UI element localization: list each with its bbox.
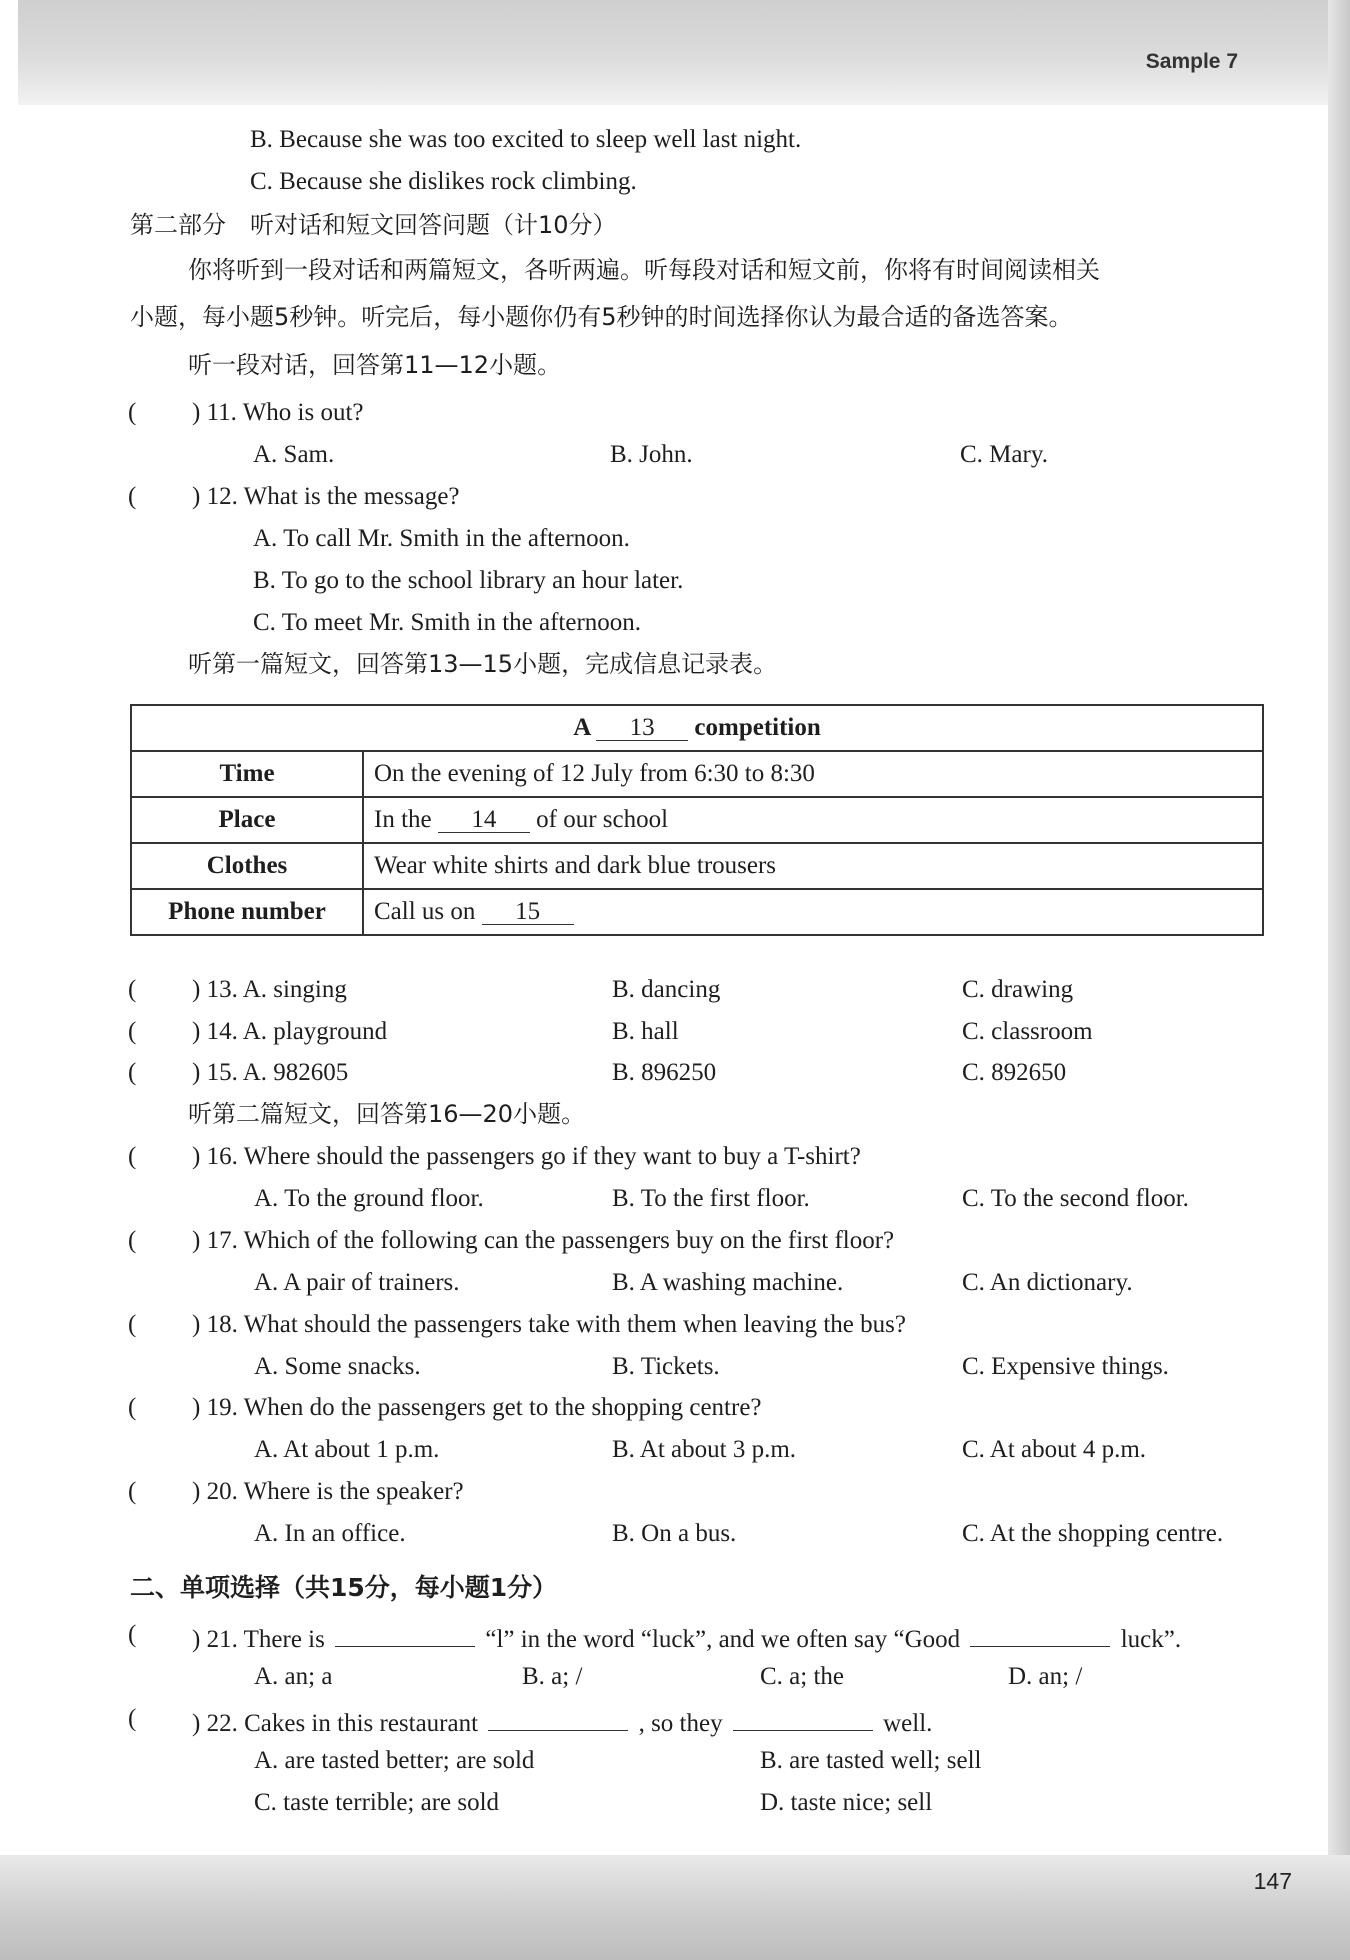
q12-option-b: B. To go to the school library an hour later.: [253, 567, 684, 594]
q18-option-c: C. Expensive things.: [962, 1353, 1169, 1380]
section2-title: 二、单项选择（共15分，每小题1分）: [130, 1573, 558, 1602]
table-row: [131, 889, 1263, 935]
q17-stem: ) 17. Which of the following can the passengers buy on the first floor?: [192, 1227, 895, 1254]
q20-stem: ) 20. Where is the speaker?: [192, 1478, 464, 1505]
row-value-time: [363, 751, 1263, 797]
row-value-phone: [363, 889, 1263, 935]
q17-option-b: B. A washing machine.: [612, 1269, 844, 1296]
q16-option-b: B. To the first floor.: [612, 1185, 810, 1212]
row-value-clothes: [363, 843, 1263, 889]
q22-stem-pre: ) 22. Cakes in this restaurant: [192, 1710, 479, 1737]
sample-label: Sample 7: [1145, 50, 1238, 73]
page-left-margin: [0, 0, 18, 1960]
clothes-value: Wear white shirts and dark blue trousers: [374, 852, 777, 879]
table-title-prefix: A: [573, 714, 590, 741]
q13-option-c: C. drawing: [962, 976, 1074, 1003]
q11-option-a: A. Sam.: [253, 441, 335, 468]
q22-option-d: D. taste nice; sell: [760, 1789, 933, 1816]
phone-prefix: Call us on: [374, 898, 476, 925]
blank-15[interactable]: 15: [482, 898, 574, 925]
q19-stem: ) 19. When do the passengers get to the shopping centre?: [192, 1394, 762, 1421]
part2-intro-line1: 你将听到一段对话和两篇短文，各听两遍。听每段对话和短文前，你将有时间阅读相关: [188, 256, 1100, 284]
q20-option-a: A. In an office.: [254, 1520, 406, 1547]
table-title-row: [131, 705, 1263, 751]
q21-stem: [192, 1620, 1181, 1655]
q21-stem-pre: ) 21. There is: [192, 1626, 325, 1653]
q16-option-c: C. To the second floor.: [962, 1185, 1189, 1212]
q21-option-b: B. a; /: [522, 1663, 583, 1690]
q20-option-b: B. On a bus.: [612, 1520, 737, 1547]
blank-14[interactable]: 14: [438, 806, 530, 833]
q22-blank-2[interactable]: [733, 1704, 873, 1731]
q19-option-b: B. At about 3 p.m.: [612, 1436, 797, 1463]
q15-option-b: B. 896250: [612, 1059, 717, 1086]
row-value-place: [363, 797, 1263, 843]
row-label-place: Place: [131, 797, 363, 843]
q12-stem: ) 12. What is the message?: [192, 483, 460, 510]
q22-option-c: C. taste terrible; are sold: [254, 1789, 500, 1816]
q22-blank-1[interactable]: [488, 1704, 628, 1731]
q14-stem: ) 14. A. playground: [192, 1018, 388, 1045]
q22-option-b: B. are tasted well; sell: [760, 1747, 982, 1774]
answer-paren[interactable]: (: [128, 399, 137, 426]
q11-stem: ) 11. Who is out?: [192, 399, 364, 426]
q18-option-a: A. Some snacks.: [254, 1353, 421, 1380]
answer-paren[interactable]: (: [128, 1059, 137, 1086]
answer-paren[interactable]: (: [128, 1311, 137, 1338]
table-row: [131, 843, 1263, 889]
row-label-time: Time: [131, 751, 363, 797]
q12-option-a: A. To call Mr. Smith in the afternoon.: [253, 525, 630, 552]
answer-paren[interactable]: (: [128, 1394, 137, 1421]
place-prefix: In the: [374, 806, 432, 833]
dialogue-instruction: 听一段对话，回答第11—12小题。: [188, 351, 562, 379]
info-record-table: [130, 704, 1264, 936]
q15-stem: ) 15. A. 982605: [192, 1059, 349, 1086]
q12-option-c: C. To meet Mr. Smith in the afternoon.: [253, 609, 642, 636]
row-label-phone: Phone number: [131, 889, 363, 935]
page-edge-shadow: [1328, 0, 1350, 1960]
q13-stem: ) 13. A. singing: [192, 976, 347, 1003]
table-row: [131, 751, 1263, 797]
answer-paren[interactable]: (: [128, 483, 137, 510]
q22-option-a: A. are tasted better; are sold: [254, 1747, 535, 1774]
blank-13[interactable]: 13: [596, 714, 688, 741]
q15-option-c: C. 892650: [962, 1059, 1067, 1086]
answer-paren[interactable]: (: [128, 1478, 137, 1505]
answer-paren[interactable]: (: [128, 1018, 137, 1045]
answer-paren[interactable]: (: [128, 1227, 137, 1254]
q17-option-a: A. A pair of trainers.: [254, 1269, 460, 1296]
table-row: [131, 797, 1263, 843]
row-label-clothes: Clothes: [131, 843, 363, 889]
q14-option-c: C. classroom: [962, 1018, 1093, 1045]
q16-stem: ) 16. Where should the passengers go if they want to buy a T-shirt?: [192, 1143, 861, 1170]
q20-option-c: C. At the shopping centre.: [962, 1520, 1224, 1547]
page-footer-band: [0, 1855, 1350, 1960]
q13-option-b: B. dancing: [612, 976, 721, 1003]
table-title-suffix: competition: [694, 714, 821, 741]
q19-option-c: C. At about 4 p.m.: [962, 1436, 1147, 1463]
q16-option-a: A. To the ground floor.: [254, 1185, 484, 1212]
part2-intro-line2: 小题，每小题5秒钟。听完后，每小题你仍有5秒钟的时间选择你认为最合适的备选答案。: [130, 303, 1073, 331]
q21-option-c: C. a; the: [760, 1663, 845, 1690]
page-number: 147: [1253, 1868, 1292, 1894]
q17-option-c: C. An dictionary.: [962, 1269, 1133, 1296]
q21-stem-post: luck”.: [1120, 1626, 1182, 1653]
table-title-cell: [131, 705, 1263, 751]
answer-paren[interactable]: (: [128, 1621, 137, 1648]
q21-stem-mid: “l” in the word “luck”, and we often say “Good: [485, 1626, 961, 1653]
answer-paren[interactable]: (: [128, 1705, 137, 1732]
q22-stem-mid: , so they: [638, 1710, 723, 1737]
passage1-instruction: 听第一篇短文，回答第13—15小题，完成信息记录表。: [188, 650, 778, 678]
q18-option-b: B. Tickets.: [612, 1353, 720, 1380]
q21-option-a: A. an; a: [254, 1663, 333, 1690]
q22-stem: [192, 1704, 932, 1739]
passage2-instruction: 听第二篇短文，回答第16—20小题。: [188, 1100, 586, 1128]
part2-title: 第二部分 听对话和短文回答问题（计10分）: [130, 211, 617, 239]
place-suffix: of our school: [536, 806, 669, 833]
q22-stem-post: well.: [883, 1710, 933, 1737]
answer-paren[interactable]: (: [128, 976, 137, 1003]
prev-option-b: B. Because she was too excited to sleep well last night.: [250, 126, 802, 153]
q19-option-a: A. At about 1 p.m.: [254, 1436, 440, 1463]
prev-option-c: C. Because she dislikes rock climbing.: [250, 168, 637, 195]
q21-option-d: D. an; /: [1008, 1663, 1083, 1690]
q18-stem: ) 18. What should the passengers take with them when leaving the bus?: [192, 1311, 906, 1338]
q21-blank-2[interactable]: [970, 1620, 1110, 1647]
q11-option-b: B. John.: [610, 441, 693, 468]
q21-blank-1[interactable]: [335, 1620, 475, 1647]
q14-option-b: B. hall: [612, 1018, 679, 1045]
q11-option-c: C. Mary.: [960, 441, 1048, 468]
answer-paren[interactable]: (: [128, 1143, 137, 1170]
time-value: On the evening of 12 July from 6:30 to 8:30: [374, 760, 815, 787]
